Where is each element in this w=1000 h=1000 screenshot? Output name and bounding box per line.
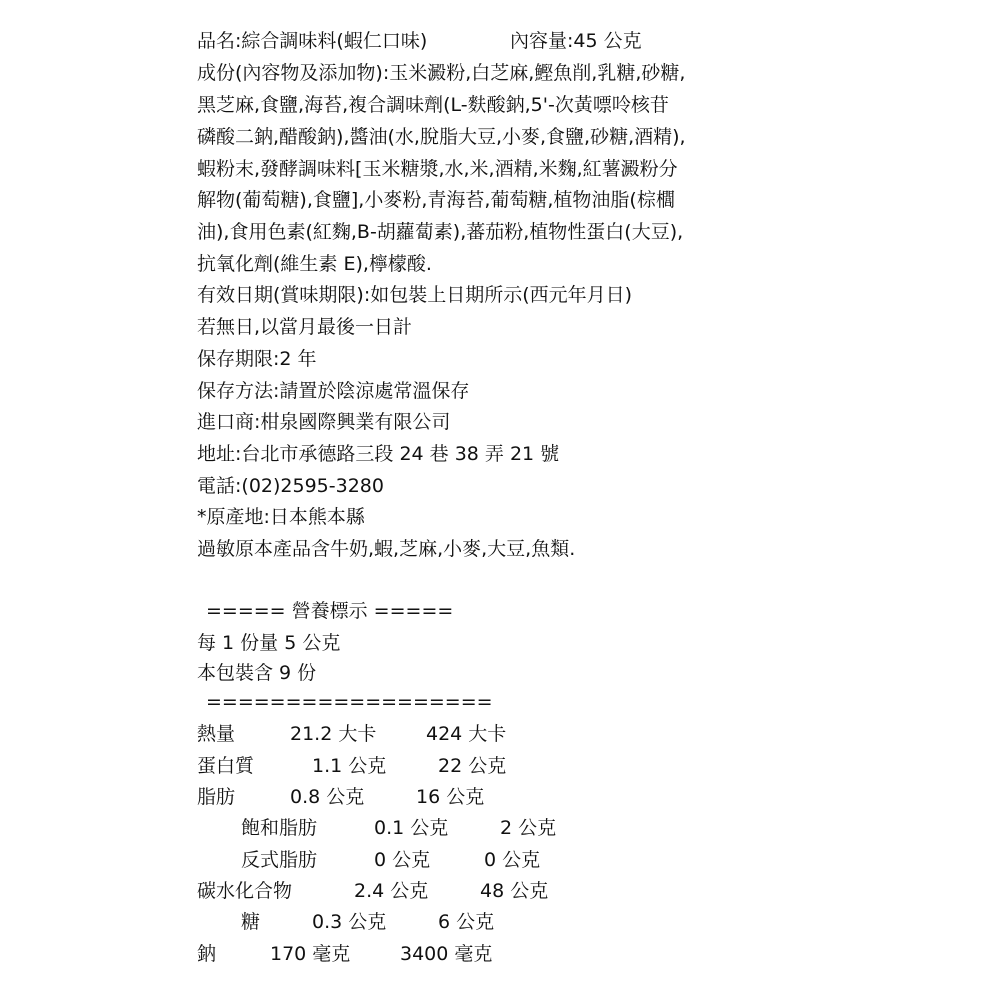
nutrition-header: ===== 營養標示 ===== xyxy=(206,600,454,622)
ingredients-line-1: 成份(內容物及添加物):玉米澱粉,白芝麻,鰹魚削,乳糖,砂糖, xyxy=(197,62,686,84)
ingredients-line-4: 蝦粉末,發酵調味料[玉米糖漿,水,米,酒精,米麴,紅薯澱粉分 xyxy=(197,158,678,180)
serving-size: 每 1 份量 5 公克 xyxy=(197,632,341,654)
per-package-value: 6 公克 xyxy=(438,911,495,933)
nutrient-name: 反式脂肪 xyxy=(241,849,318,871)
origin: *原產地:日本熊本縣 xyxy=(197,506,365,528)
ingredients-line-6: 油),食用色素(紅麴,B-胡蘿蔔素),蕃茄粉,植物性蛋白(大豆), xyxy=(197,221,684,243)
nutrient-name: 糖 xyxy=(241,911,261,933)
per-serving-value: 0 公克 xyxy=(374,849,431,871)
product-name: 品名:綜合調味料(蝦仁口味) xyxy=(197,30,428,52)
net-weight: 內容量:45 公克 xyxy=(510,30,642,52)
per-serving-value: 21.2 大卡 xyxy=(290,723,377,745)
per-serving-value: 0.3 公克 xyxy=(312,911,387,933)
allergen-statement: 過敏原本產品含牛奶,蝦,芝麻,小麥,大豆,魚類. xyxy=(197,538,576,560)
per-package-value: 3400 毫克 xyxy=(400,943,493,965)
nutrient-name: 熱量 xyxy=(197,723,236,745)
per-package-value: 22 公克 xyxy=(438,755,507,777)
ingredients-line-2: 黑芝麻,食鹽,海苔,複合調味劑(L-麩酸鈉,5'-次黃嘌呤核苷 xyxy=(197,94,669,116)
per-serving-value: 0.8 公克 xyxy=(290,786,365,808)
nutrient-name: 蛋白質 xyxy=(197,755,255,777)
per-serving-value: 170 毫克 xyxy=(270,943,351,965)
per-package-value: 48 公克 xyxy=(480,880,549,902)
per-package-value: 2 公克 xyxy=(500,817,557,839)
per-serving-value: 0.1 公克 xyxy=(374,817,449,839)
per-serving-value: 2.4 公克 xyxy=(354,880,429,902)
importer: 進口商:柑泉國際興業有限公司 xyxy=(197,411,451,433)
nutrient-name: 飽和脂肪 xyxy=(241,817,318,839)
expiry-note: 若無日,以當月最後一日計 xyxy=(197,316,413,338)
nutrient-name: 脂肪 xyxy=(197,786,236,808)
per-package-value: 424 大卡 xyxy=(426,723,507,745)
nutrition-divider: ================== xyxy=(206,691,493,713)
servings-per-package: 本包裝含 9 份 xyxy=(197,662,317,684)
per-package-value: 16 公克 xyxy=(416,786,485,808)
ingredients-line-7: 抗氧化劑(維生素 E),檸檬酸. xyxy=(197,253,432,275)
shelf-life: 保存期限:2 年 xyxy=(197,348,317,370)
nutrient-name: 鈉 xyxy=(197,943,217,965)
per-serving-value: 1.1 公克 xyxy=(312,755,387,777)
product-name-line xyxy=(197,29,642,55)
phone: 電話:(02)2595-3280 xyxy=(197,475,384,497)
address: 地址:台北市承德路三段 24 巷 38 弄 21 號 xyxy=(197,443,560,465)
storage-method: 保存方法:請置於陰涼處常溫保存 xyxy=(197,380,470,402)
nutrient-name: 碳水化合物 xyxy=(197,880,293,902)
expiry-date: 有效日期(賞味期限):如包裝上日期所示(西元年月日) xyxy=(197,284,633,306)
per-package-value: 0 公克 xyxy=(484,849,541,871)
ingredients-line-3: 磷酸二鈉,醋酸鈉),醬油(水,脫脂大豆,小麥,食鹽,砂糖,酒精), xyxy=(197,126,686,148)
ingredients-line-5: 解物(葡萄糖),食鹽],小麥粉,青海苔,葡萄糖,植物油脂(棕櫚 xyxy=(197,189,675,211)
